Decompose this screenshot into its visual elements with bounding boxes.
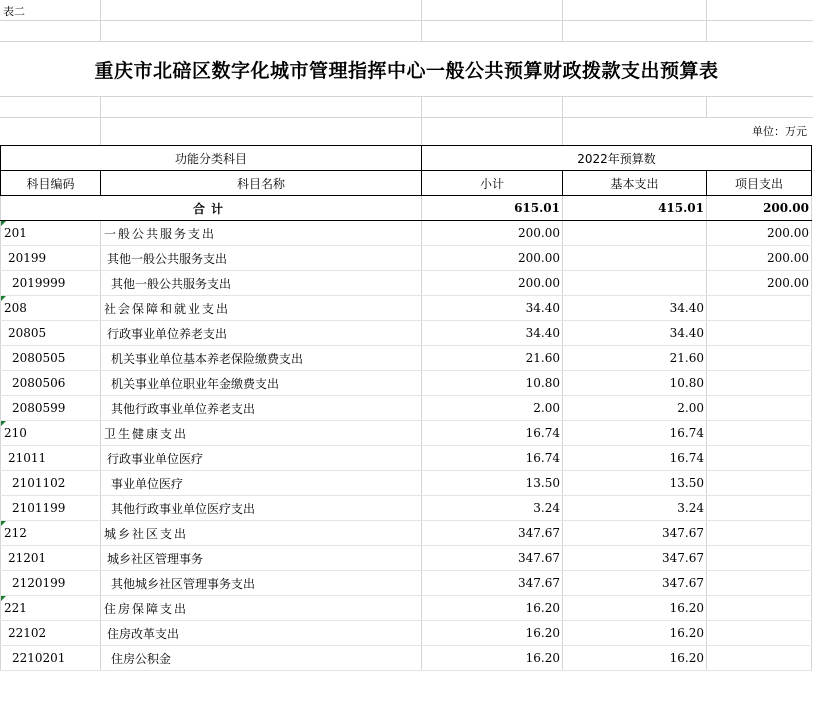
header-row-1 — [1, 146, 812, 171]
row-code: 2080505 — [1, 346, 101, 371]
row-code: 2080506 — [1, 371, 101, 396]
row-name: 事业单位医疗 — [101, 471, 422, 496]
row-name: 城乡社区管理事务 — [101, 546, 422, 571]
table-body — [1, 221, 812, 671]
header-name: 科目名称 — [101, 171, 422, 196]
row-basic: 13.50 — [563, 471, 707, 496]
row-subtotal: 347.67 — [422, 521, 563, 546]
row-subtotal: 13.50 — [422, 471, 563, 496]
row-code: 21201 — [1, 546, 101, 571]
row-subtotal: 200.00 — [422, 271, 563, 296]
row-name: 行政事业单位医疗 — [101, 446, 422, 471]
sheet-corner-label: 表二 — [3, 5, 25, 18]
row-basic: 34.40 — [563, 321, 707, 346]
row-project — [707, 371, 812, 396]
row-code: 201 — [1, 221, 101, 246]
row-basic — [563, 221, 707, 246]
row-code: 20805 — [1, 321, 101, 346]
row-basic: 347.67 — [563, 521, 707, 546]
row-project — [707, 321, 812, 346]
row-subtotal: 200.00 — [422, 221, 563, 246]
row-subtotal: 34.40 — [422, 321, 563, 346]
row-code: 2080599 — [1, 396, 101, 421]
table-row — [1, 321, 812, 346]
row-subtotal: 16.74 — [422, 446, 563, 471]
row-basic: 16.74 — [563, 446, 707, 471]
row-project — [707, 421, 812, 446]
table-row — [1, 221, 812, 246]
table-row — [1, 571, 812, 596]
table-row — [1, 246, 812, 271]
row-basic: 16.20 — [563, 621, 707, 646]
row-project — [707, 471, 812, 496]
row-project — [707, 596, 812, 621]
header-project: 项目支出 — [707, 171, 812, 196]
row-name: 机关事业单位职业年金缴费支出 — [101, 371, 422, 396]
header-subtotal: 小计 — [422, 171, 563, 196]
row-basic: 347.67 — [563, 546, 707, 571]
row-name: 机关事业单位基本养老保险缴费支出 — [101, 346, 422, 371]
row-code: 2019999 — [1, 271, 101, 296]
header-code: 科目编码 — [1, 171, 101, 196]
row-project — [707, 621, 812, 646]
table-row — [1, 346, 812, 371]
row-subtotal: 16.74 — [422, 421, 563, 446]
row-name: 其他一般公共服务支出 — [101, 271, 422, 296]
row-code: 208 — [1, 296, 101, 321]
row-basic — [563, 271, 707, 296]
row-code: 210 — [1, 421, 101, 446]
table-row — [1, 446, 812, 471]
table-row — [1, 646, 812, 671]
header-func-class: 功能分类科目 — [1, 146, 422, 171]
table-row — [1, 596, 812, 621]
row-project — [707, 396, 812, 421]
row-subtotal: 347.67 — [422, 546, 563, 571]
table-row — [1, 521, 812, 546]
table-row — [1, 421, 812, 446]
row-project — [707, 646, 812, 671]
row-project — [707, 546, 812, 571]
row-code: 221 — [1, 596, 101, 621]
total-basic: 415.01 — [563, 196, 707, 221]
table-row — [1, 471, 812, 496]
row-project — [707, 521, 812, 546]
table-row — [1, 621, 812, 646]
header-budget-year: 2022年预算数 — [422, 146, 812, 171]
row-name: 住房公积金 — [101, 646, 422, 671]
row-code: 2101199 — [1, 496, 101, 521]
row-code: 22102 — [1, 621, 101, 646]
row-basic: 34.40 — [563, 296, 707, 321]
row-name: 住房改革支出 — [101, 621, 422, 646]
row-code: 212 — [1, 521, 101, 546]
row-subtotal: 16.20 — [422, 646, 563, 671]
total-subtotal: 615.01 — [422, 196, 563, 221]
row-basic: 16.74 — [563, 421, 707, 446]
row-subtotal: 21.60 — [422, 346, 563, 371]
table-row — [1, 496, 812, 521]
row-basic: 16.20 — [563, 646, 707, 671]
row-subtotal: 200.00 — [422, 246, 563, 271]
row-name: 其他城乡社区管理事务支出 — [101, 571, 422, 596]
row-project — [707, 571, 812, 596]
row-project: 200.00 — [707, 271, 812, 296]
row-name: 城乡社区支出 — [101, 521, 422, 546]
row-name: 住房保障支出 — [101, 596, 422, 621]
row-subtotal: 16.20 — [422, 596, 563, 621]
row-name: 一般公共服务支出 — [101, 221, 422, 246]
row-subtotal: 2.00 — [422, 396, 563, 421]
row-subtotal: 34.40 — [422, 296, 563, 321]
total-label: 合计 — [1, 196, 422, 221]
row-basic: 347.67 — [563, 571, 707, 596]
row-code: 2210201 — [1, 646, 101, 671]
row-code: 21011 — [1, 446, 101, 471]
table-row — [1, 396, 812, 421]
row-name: 其他行政事业单位养老支出 — [101, 396, 422, 421]
total-row — [1, 196, 812, 221]
row-name: 社会保障和就业支出 — [101, 296, 422, 321]
row-basic: 2.00 — [563, 396, 707, 421]
header-row-2 — [1, 171, 812, 196]
row-basic: 3.24 — [563, 496, 707, 521]
row-project: 200.00 — [707, 221, 812, 246]
row-project — [707, 346, 812, 371]
row-basic: 10.80 — [563, 371, 707, 396]
row-name: 卫生健康支出 — [101, 421, 422, 446]
row-project: 200.00 — [707, 246, 812, 271]
table-row — [1, 546, 812, 571]
unit-label: 单位：万元 — [752, 125, 807, 138]
row-subtotal: 16.20 — [422, 621, 563, 646]
row-basic: 21.60 — [563, 346, 707, 371]
row-subtotal: 10.80 — [422, 371, 563, 396]
page-title: 重庆市北碚区数字化城市管理指挥中心一般公共预算财政拨款支出预算表 — [94, 60, 719, 82]
row-code: 2101102 — [1, 471, 101, 496]
row-subtotal: 347.67 — [422, 571, 563, 596]
row-code: 20199 — [1, 246, 101, 271]
row-basic — [563, 246, 707, 271]
row-code: 2120199 — [1, 571, 101, 596]
budget-table — [0, 145, 812, 671]
row-name: 其他一般公共服务支出 — [101, 246, 422, 271]
header-basic: 基本支出 — [563, 171, 707, 196]
row-basic: 16.20 — [563, 596, 707, 621]
row-project — [707, 296, 812, 321]
row-name: 行政事业单位养老支出 — [101, 321, 422, 346]
table-row — [1, 296, 812, 321]
table-row — [1, 371, 812, 396]
row-subtotal: 3.24 — [422, 496, 563, 521]
table-row — [1, 271, 812, 296]
row-name: 其他行政事业单位医疗支出 — [101, 496, 422, 521]
total-project: 200.00 — [707, 196, 812, 221]
row-project — [707, 446, 812, 471]
row-project — [707, 496, 812, 521]
